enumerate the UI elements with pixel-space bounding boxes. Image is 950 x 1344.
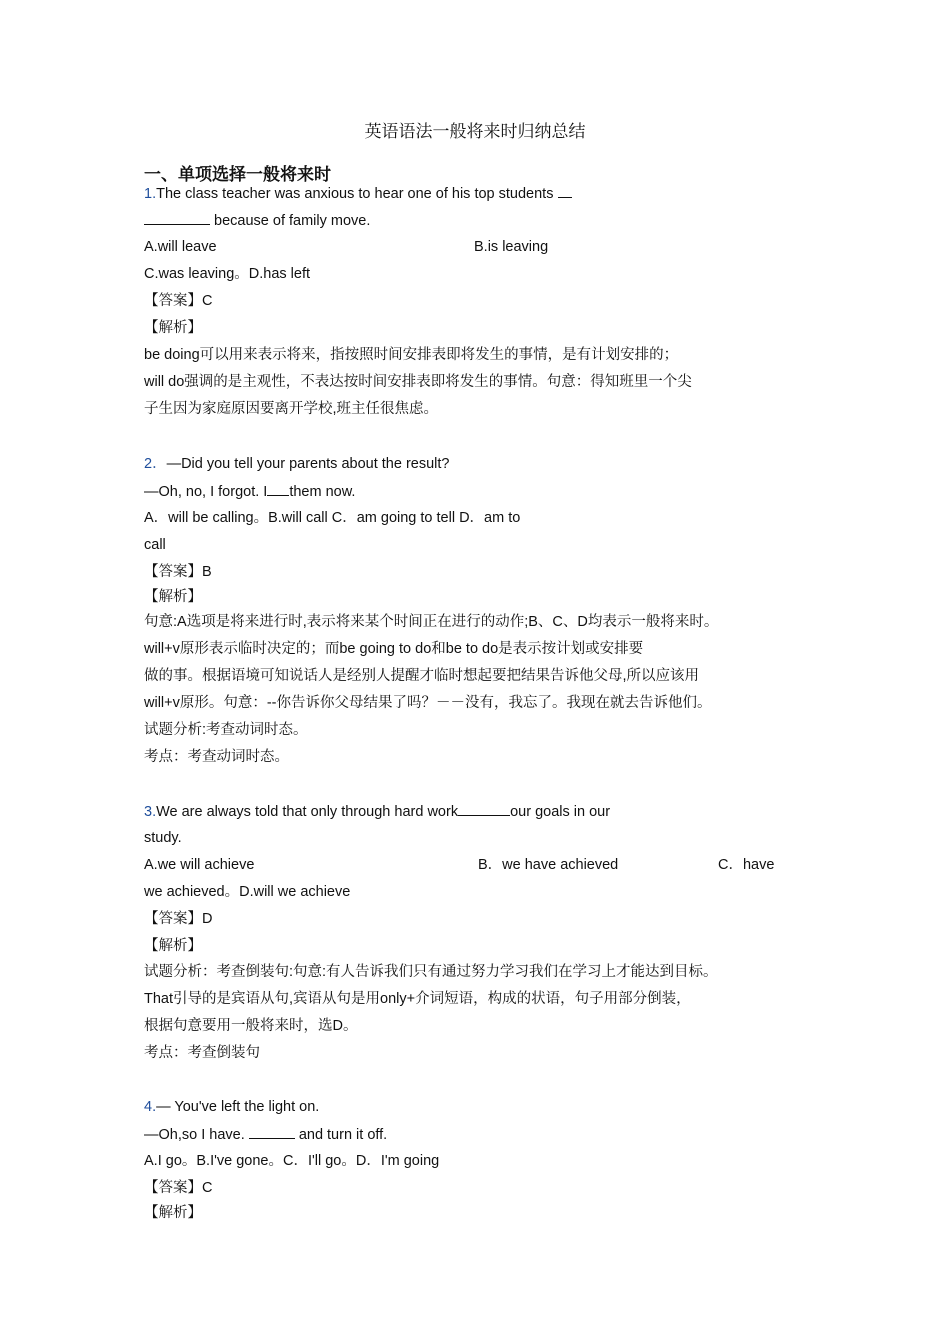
- q4-stem-reply: [144, 1124, 387, 1145]
- q3-explanation-1: 试题分析：考查倒装句:句意:有人告诉我们只有通过努力学习我们在学习上才能达到目标。: [144, 964, 718, 980]
- q2-number: 2．: [144, 456, 167, 472]
- q1-option-b: B.is leaving: [474, 239, 549, 255]
- q3-options-cd: we achieved。D.will we achieve: [144, 884, 351, 900]
- q2-stem-text: —Did you tell your parents about the result?: [166, 456, 450, 472]
- q3-stem: [144, 801, 610, 822]
- q3-stem-text-a: We are always told that only through hard work: [156, 804, 459, 820]
- q4-stem-text: — You've left the light on.: [156, 1099, 320, 1115]
- q1-stem-text: The class teacher was anxious to hear one of his top students: [156, 186, 554, 202]
- q3-analysis-label: 【解析】: [144, 938, 202, 954]
- q2-explanation-4: will+v原形。句意：--你告诉你父母结果了吗？－－没有，我忘了。我现在就去告诉他们。: [144, 695, 712, 711]
- q2-explanation-2: will+v原形表示临时决定的；而be going to do和be to do是表示按计划或安排要: [144, 641, 644, 657]
- q3-stem-cont: study.: [144, 830, 182, 846]
- q4-answer: 【答案】C: [144, 1180, 213, 1196]
- q1-explanation-3: 子生因为家庭原因要离开学校,班主任很焦虑。: [144, 401, 439, 417]
- q3-blank: [458, 801, 510, 816]
- section-heading: 一、单项选择一般将来时: [144, 165, 331, 184]
- q2-analysis-label: 【解析】: [144, 589, 202, 605]
- q1-analysis-label: 【解析】: [144, 320, 202, 336]
- q2-answer: 【答案】B: [144, 564, 212, 580]
- q1-blank-a: [558, 183, 572, 198]
- q3-option-a: A.we will achieve: [144, 857, 255, 873]
- q3-explanation-3: 根据句意要用一般将来时，选D。: [144, 1018, 358, 1034]
- q2-explanation-5: 试题分析:考查动词时态。: [144, 722, 308, 738]
- q1-stem-cont: [144, 210, 370, 231]
- q3-explanation-4: 考点：考查倒装句: [144, 1045, 260, 1061]
- q4-reply-text-a: —Oh,so I have.: [144, 1127, 245, 1143]
- q2-reply-text-a: —Oh, no, I forgot. I: [144, 484, 268, 500]
- q1-stem-cont-text: because of family move.: [214, 213, 371, 229]
- page-title: 英语语法一般将来时归纳总结: [364, 122, 586, 142]
- q3-number: 3.: [144, 804, 157, 820]
- q2-stem: [144, 454, 449, 474]
- q2-reply-text-b: them now.: [289, 484, 356, 500]
- q2-explanation-3: 做的事。根据语境可知说话人是经别人提醒才临时想起要把结果告诉他父母,所以应该用: [144, 668, 700, 684]
- q1-number: 1.: [144, 186, 157, 202]
- q1-explanation-2: will do强调的是主观性，不表达按时间安排表即将发生的事情。句意：得知班里一个尖: [144, 374, 692, 390]
- q1-blank-b: [144, 210, 210, 225]
- q4-options: A.I go。B.I've gone。C．I'll go。D．I'm going: [144, 1153, 440, 1169]
- q4-stem: [144, 1097, 319, 1117]
- q2-stem-reply: [144, 481, 355, 502]
- q2-options-cont: call: [144, 537, 166, 553]
- q2-options: A．will be calling。B.will call C．am going to tell D．am to: [144, 510, 521, 526]
- q3-explanation-2: That引导的是宾语从句,宾语从句是用only+介词短语，构成的状语，句子用部分倒装，: [144, 991, 691, 1007]
- q4-number: 4.: [144, 1099, 157, 1115]
- q4-reply-text-b: and turn it off.: [298, 1127, 388, 1143]
- q3-stem-text-b: our goals in our: [510, 804, 611, 820]
- q3-answer: 【答案】D: [144, 911, 213, 927]
- q2-explanation-1: 句意:A选项是将来进行时,表示将来某个时间正在进行的动作;B、C、D均表示一般将来时。: [144, 614, 719, 630]
- q1-stem: [144, 183, 572, 204]
- q2-explanation-6: 考点：考查动词时态。: [144, 749, 289, 765]
- q4-analysis-label: 【解析】: [144, 1205, 202, 1221]
- q2-blank: [267, 481, 289, 496]
- q1-answer: 【答案】C: [144, 293, 213, 309]
- q3-option-c: C．have: [718, 857, 775, 873]
- q4-blank: [249, 1124, 295, 1139]
- q3-option-b: B．we have achieved: [478, 857, 619, 873]
- q1-options-cd: C.was leaving。D.has left: [144, 266, 311, 282]
- q1-option-a: A.will leave: [144, 239, 217, 255]
- q1-explanation-1: be doing可以用来表示将来，指按照时间安排表即将发生的事情，是有计划安排的；: [144, 347, 679, 363]
